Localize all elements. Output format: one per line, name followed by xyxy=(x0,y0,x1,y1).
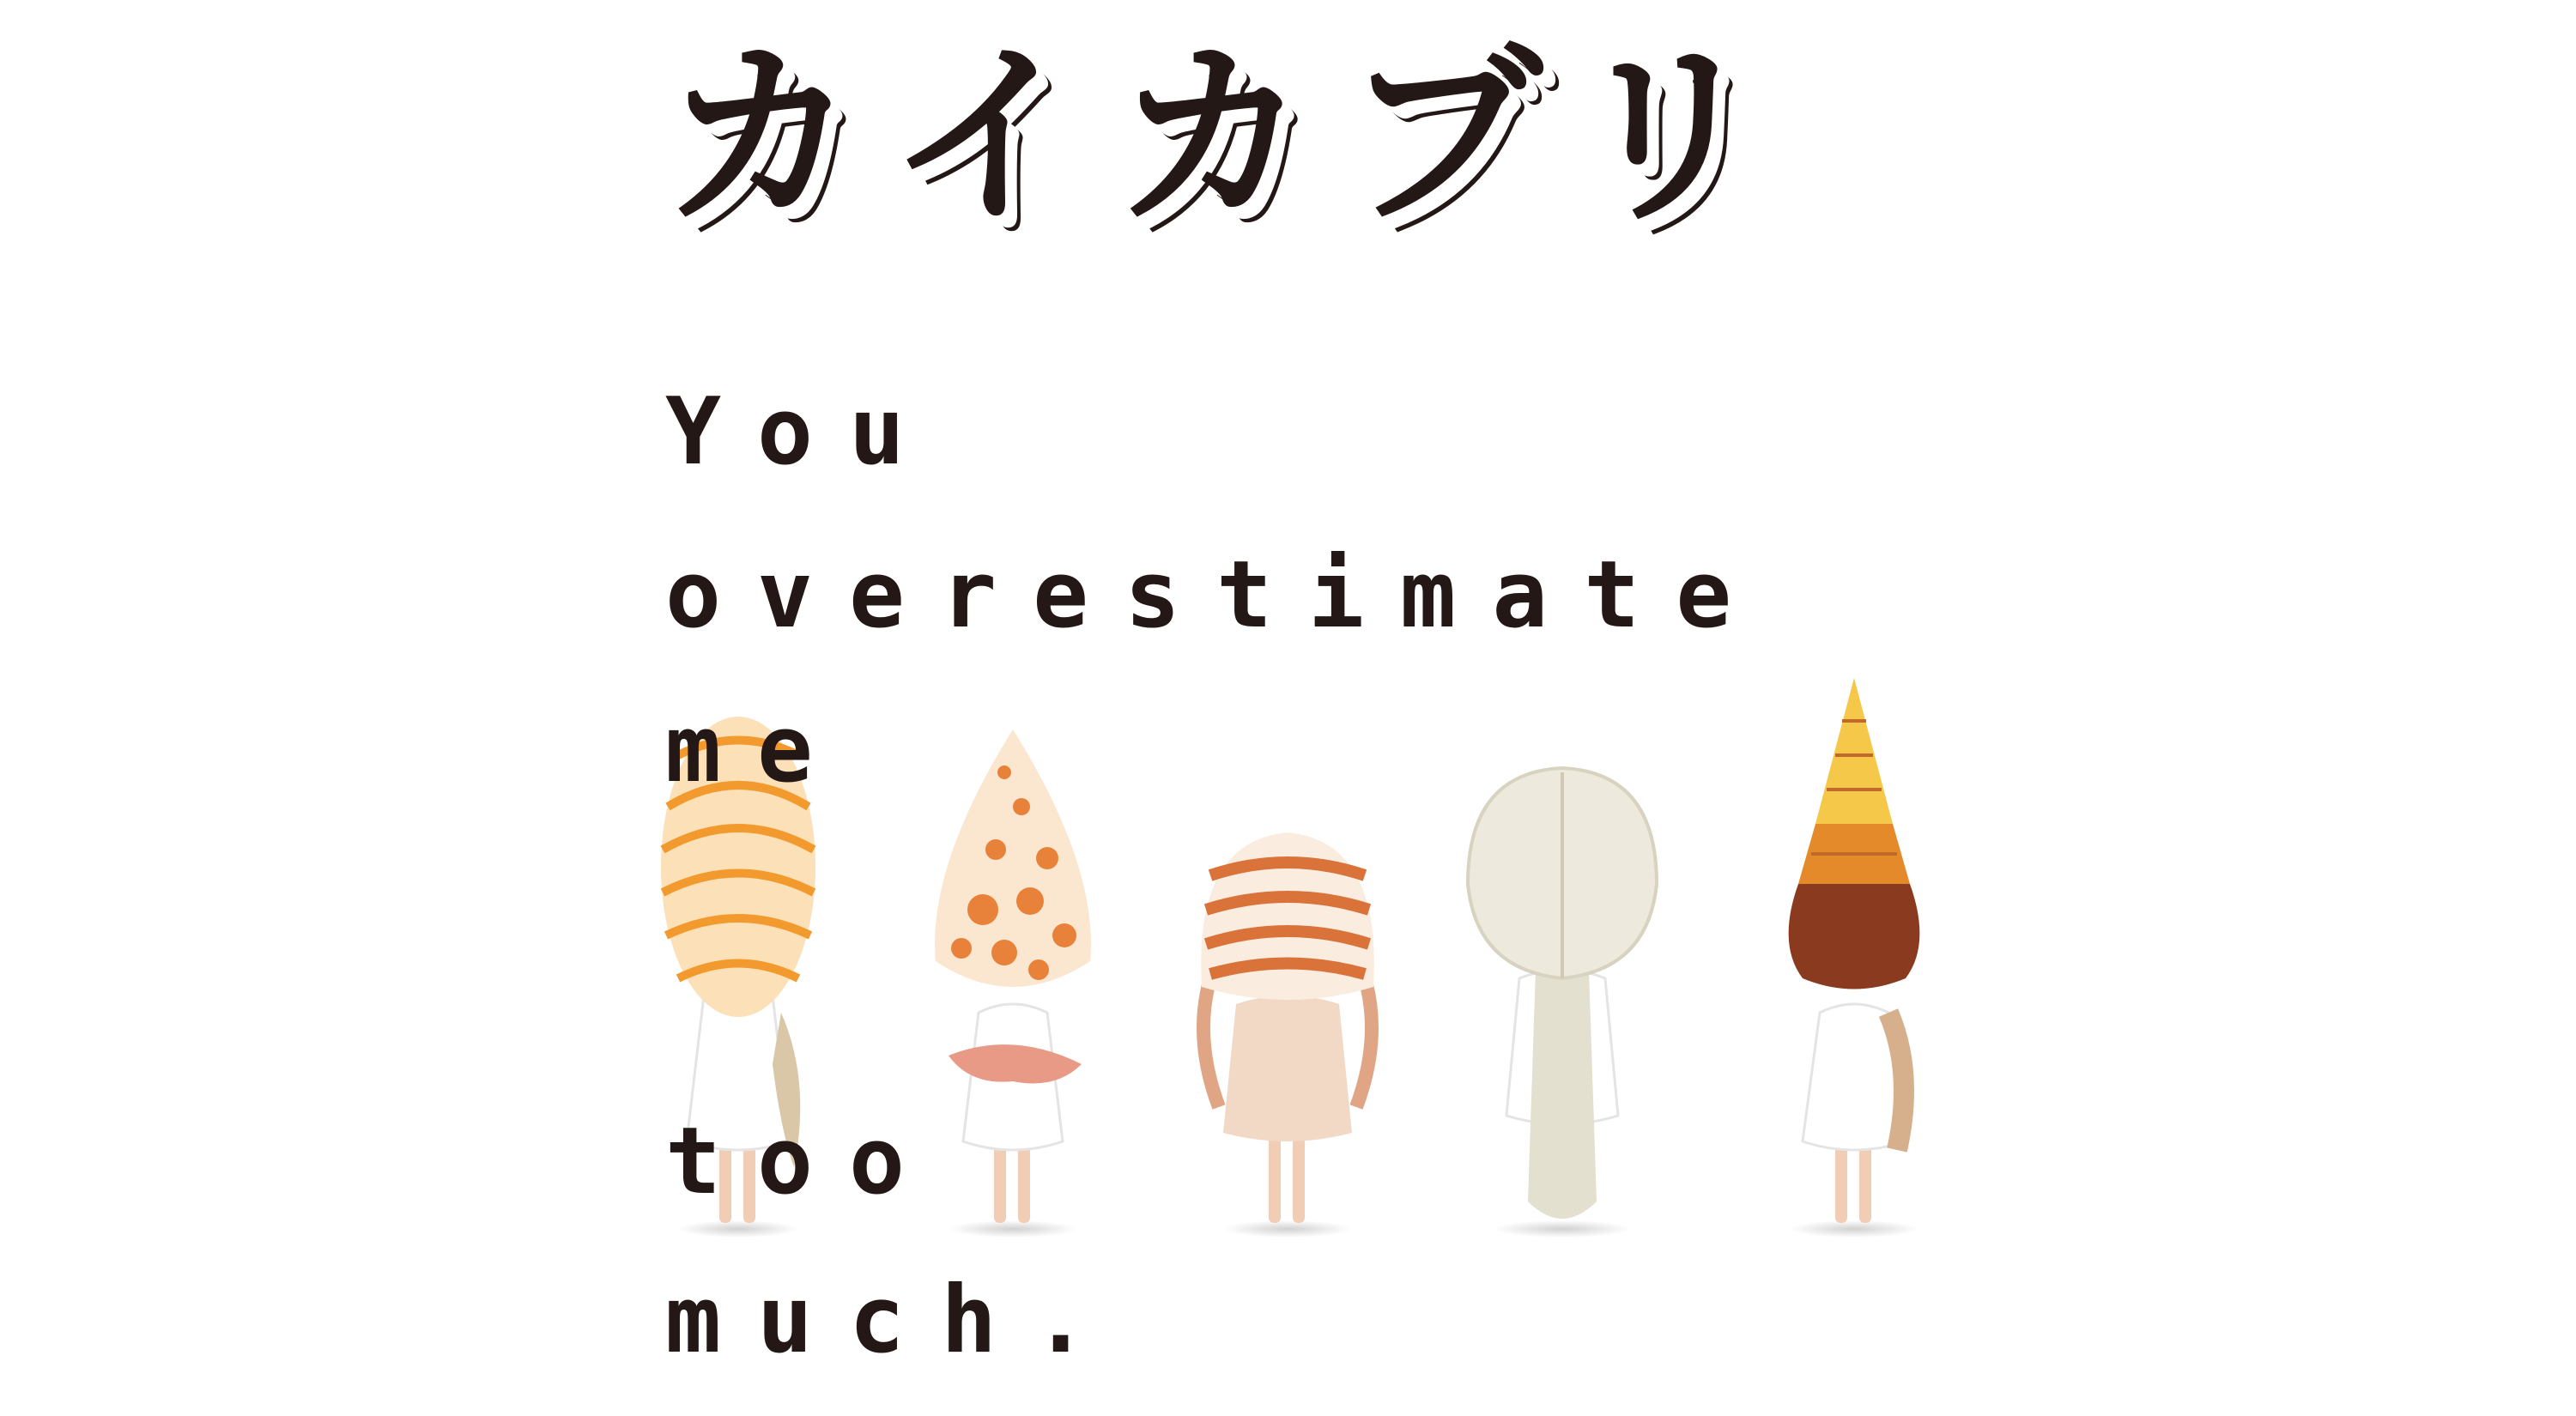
tagline-line-2: overestimate xyxy=(665,542,1768,649)
figure-3 xyxy=(1201,832,1374,1237)
figure-4 xyxy=(1468,768,1657,1237)
title-logo: カイカブリ xyxy=(661,22,1801,251)
tagline-line-5: much. xyxy=(665,1267,1125,1374)
figure-2 xyxy=(935,729,1091,1237)
figure-5 xyxy=(1789,678,1920,1237)
tagline-line-4: too xyxy=(665,1108,942,1215)
tagline-line-3: me xyxy=(665,696,850,803)
tagline-line-1: You xyxy=(665,378,942,486)
